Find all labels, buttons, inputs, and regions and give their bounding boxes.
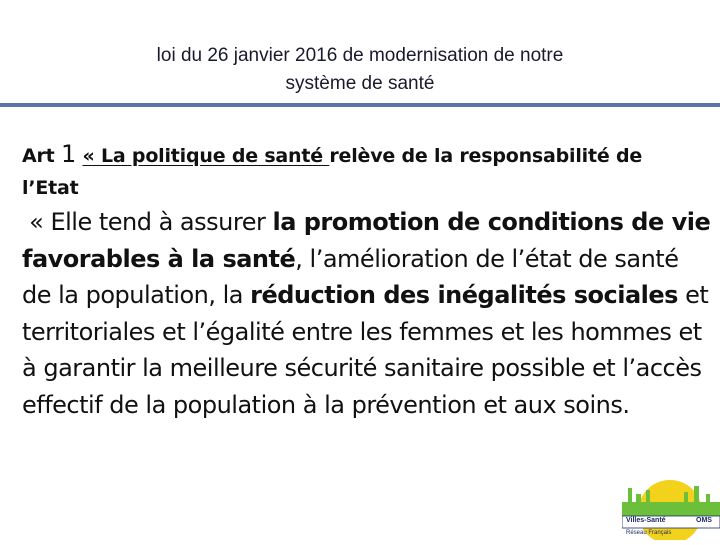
- title-divider: [0, 103, 720, 107]
- article-number: 1: [60, 140, 77, 168]
- slide-title: [40, 42, 680, 98]
- villes-sante-logo: [622, 466, 720, 540]
- article-line-2: l’Etat: [22, 177, 79, 199]
- body-text-3: et territoriales et l’égalité entre les femmes et les hommes et à garantir la meilleure sécurité sanitaire possible et l’accès effectif de la population à la prévention et aux soins.: [22, 281, 709, 419]
- logo-green-band: [622, 502, 720, 516]
- article-heading: [22, 138, 712, 204]
- article-quote: « La politique de santé: [82, 145, 330, 167]
- logo-oms: OMS: [696, 517, 712, 524]
- title-line-1: loi du 26 janvier 2016 de modernisation de notre: [156, 45, 564, 66]
- body-bold-2: réduction des inégalités sociales: [250, 281, 678, 309]
- article-prefix: Art: [22, 145, 61, 167]
- logo-name: Villes-Santé: [626, 517, 666, 524]
- article-body: [22, 204, 712, 423]
- article-rest: relève de la responsabilité de: [329, 145, 643, 167]
- body-bold-1: la promotion de conditions de vie favorables à la santé: [22, 208, 711, 273]
- body-text-1: « Elle tend à assurer: [29, 208, 273, 236]
- logo-subtitle: Réseau Français: [626, 530, 672, 536]
- title-line-2: système de santé: [285, 73, 435, 94]
- logo-graphic: [622, 466, 720, 540]
- body-text-2: , l’amélioration de l’état de santé de la population, la: [22, 244, 679, 309]
